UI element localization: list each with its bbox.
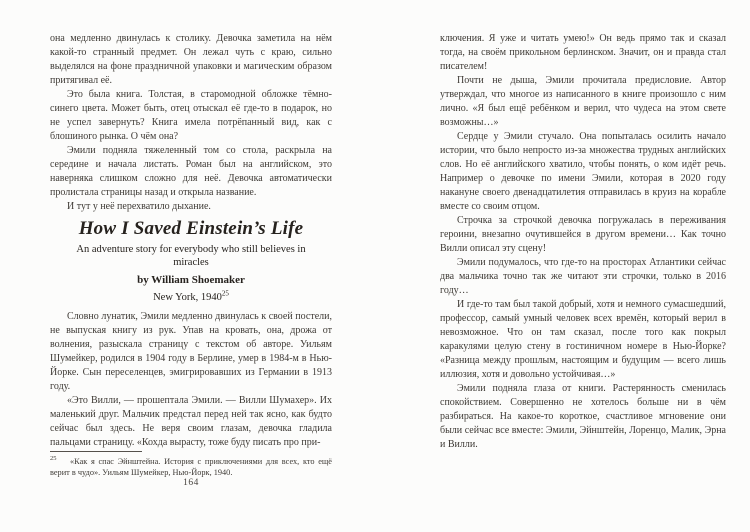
body-paragraph: Это была книга. Толстая, в старомодной обложке тёмно-синего цвета. Может быть, отец отыскал её где-то в подарок, но не успел завернуть? Книга имела потрёпанный вид, как с блошиного рынка. О чём она? bbox=[50, 89, 332, 142]
footnote-block bbox=[50, 451, 332, 478]
footnote-text: «Как я спас Эйнштейна. История с приключениями для всех, кто ещё верит в чудо». Уильям Шумейкер, Нью-Йорк, 1940. bbox=[50, 457, 332, 477]
body-paragraph: Сердце у Эмили стучало. Она попыталась осилить начало истории, что было непросто из-за множества трудных английских слов. Но её английского хватило, чтобы понять, о ком идёт речь. Например о девочке по имени Эмили, которая в 2020 году накануне своего двенадцатилетия отправилась в круиз на корабле вместе со своим отцом. bbox=[440, 131, 726, 212]
book-imprint-text: New York, 1940 bbox=[153, 292, 222, 303]
body-paragraph: И тут у неё перехватило дыхание. bbox=[67, 201, 211, 212]
page-number: 164 bbox=[183, 478, 199, 488]
body-paragraph: она медленно двинулась к столику. Девочка заметила на нём какой-то странный предмет. Он лежал чуть с краю, сильно выделялся на фоне праздничной упаковки и магическим образом притягивал её. bbox=[50, 33, 332, 86]
body-paragraph: Почти не дыша, Эмили прочитала предисловие. Автор утверждал, что многое из написанного в книге произошло с ним лично. «Я был ещё ребёнком и верил, что чудеса на этом свете возможны…» bbox=[440, 75, 726, 128]
book-title: How I Saved Einstein’s Life bbox=[78, 218, 304, 239]
book-title-block bbox=[50, 218, 332, 304]
footnote: $^{25}$ «Как я спас Эйнштейна. История с приключениями для всех, кто ещё верит в чудо». Уильям Шумейкер, Нью-Йорк, 1940. bbox=[50, 455, 332, 477]
left-page bbox=[50, 32, 332, 450]
footnote-reference-marker: 25 bbox=[221, 289, 229, 298]
body-paragraph: «Это Вилли, — прошептала Эмили. — Вилли Шумахер». Их маленький друг. Мальчик предстал перед ней так ясно, как будто сейчас был здесь. Не веря своим глазам, девочка гладила пальцами страницу. «Кохда вырасту, тоже буду писать про при- bbox=[50, 395, 332, 448]
footnote-divider bbox=[50, 451, 142, 452]
body-paragraph: Эмили подняла тяжеленный том со стола, раскрыла на середине и начала листать. Роман был на английском, это наверняка слишком сложно для неё. Девочка автоматически пролистала страницы назад и открыла название. bbox=[50, 145, 332, 198]
book-subtitle: An adventure story for everybody who still believes in miracles bbox=[76, 244, 306, 268]
book-byline: by William Shoemaker bbox=[137, 274, 245, 286]
body-paragraph: И где-то там был такой добрый, хотя и немного сумасшедший, профессор, самый умный человек всех времён, который верил в невозможное. Что он там сказал, после того как покрыл каракулями целую стену в гостиничном номере в Нью-Йорке? «Разница между прошлым, настоящим и будущим — всего лишь иллюзия, хотя и довольно устойчивая…» bbox=[440, 299, 726, 380]
body-paragraph: Строчка за строчкой девочка погружалась в переживания героини, внезапно очутившейся в другом времени… Как точно Вилли описал эту сцену! bbox=[440, 215, 726, 254]
body-paragraph: ключения. Я уже и читать умею!» Он ведь прямо так и сказал тогда, на своём прикольном берлинском. Значит, он и правда стал писателем! bbox=[440, 33, 726, 72]
right-page bbox=[440, 32, 726, 452]
book-imprint bbox=[50, 291, 332, 304]
body-paragraph: Эмили подумалось, что где-то на просторах Атлантики сейчас два мальчика точно так же читают эти строчки, только в 2016 году… bbox=[440, 257, 726, 296]
body-paragraph: Словно лунатик, Эмили медленно двинулась к своей постели, не выпуская книгу из рук. Упав на кровать, она, дрожа от волнения, разыскала страницу с текстом об авторе. Уильям Шумейкер, родился в 1904 году в Берлине, умер в 1984-м в Нью-Йорке. Сын переселенцев, эмигрировавших из Германии в 1913 году. bbox=[50, 311, 332, 392]
body-paragraph: Эмили подняла глаза от книги. Растерянность сменилась спокойствием. Совершенно не хотелось больше ни в чём разбираться. На какое-то короткое, счастливое мгновение они были сейчас все вместе: Эмили, Эйнштейн, Лоренцо, Малик, Эрна и Вилли. bbox=[440, 383, 726, 450]
